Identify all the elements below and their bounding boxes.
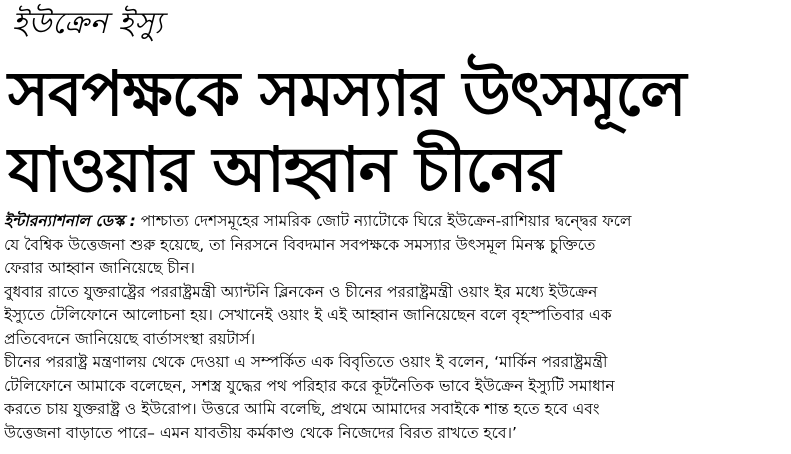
headline: [8, 56, 783, 208]
headline-line-1: সবপক্ষকে সমস্যার উৎসমূলে: [8, 57, 686, 130]
article-line: চীনের পররাষ্ট্র মন্ত্রণালয় থেকে দেওয়া এ সম্পর্কিত এক বিবৃতিতে ওয়াং ই বলেন, ‘মার্কিন পররাষ্ট্রমন্ত্রী: [4, 353, 608, 371]
article-line: প্রতিবেদনে জানিয়েছে বার্তাসংস্থা রয়টার্স।: [4, 329, 256, 348]
article-line: ফেরার আহ্বান জানিয়েছে চীন।: [4, 259, 195, 277]
article-line: উত্তেজনা বাড়াতে পারে– এমন যাবতীয় কর্মকাণ্ড থেকে নিজেদের বিরত রাখতে হবে।’: [4, 423, 517, 442]
article-line: [4, 210, 784, 234]
byline: ইন্টারন্যাশনাল ডেস্ক :: [4, 212, 136, 230]
kicker-label: ইউক্রেন ইস্যু: [12, 6, 164, 41]
article-line: টেলিফোনে আমাকে বলেছেন, সশস্ত্র যুদ্ধের পথ পরিহার করে কূটনৈতিক ভাবে ইউক্রেন ইস্যুটি সমাধান: [4, 376, 615, 395]
article-line: যে বৈশ্বিক উত্তেজনা শুরু হয়েছে, তা নিরসনে বিবদমান সবপক্ষকে সমস্যার উৎসমূল মিনস্ক চুক্তিতে: [4, 235, 596, 254]
article-line: ইস্যুতে টেলিফোনে আলোচনা হয়। সেখানেই ওয়াং ই এই আহ্বান জানিয়েছেন বলে বৃহস্পতিবার এক: [4, 306, 612, 324]
article-body: [4, 210, 784, 445]
article-line-text: পাশ্চাত্য দেশসমূহের সামরিক জোট ন্যাটোকে ঘিরে ইউক্রেন-রাশিয়ার দ্বন্দ্বের ফলে: [135, 212, 632, 230]
article-line: বুধবার রাতে যুক্তরাষ্ট্রের পররাষ্ট্রমন্ত্রী অ্যান্টনি ব্লিনকেন ও চীনের পররাষ্ট্রমন্ত্রী ওয়াং ইর মধ্যে ইউক্রেন: [4, 282, 598, 301]
article-line: করতে চায় যুক্তরাষ্ট্র ও ইউরোপ। উত্তরে আমি বলেছি, প্রথমে আমাদের সবাইকে শান্ত হতে হবে এবং: [4, 400, 600, 418]
headline-line-2: যাওয়ার আহ্বান চীনের: [8, 133, 560, 206]
